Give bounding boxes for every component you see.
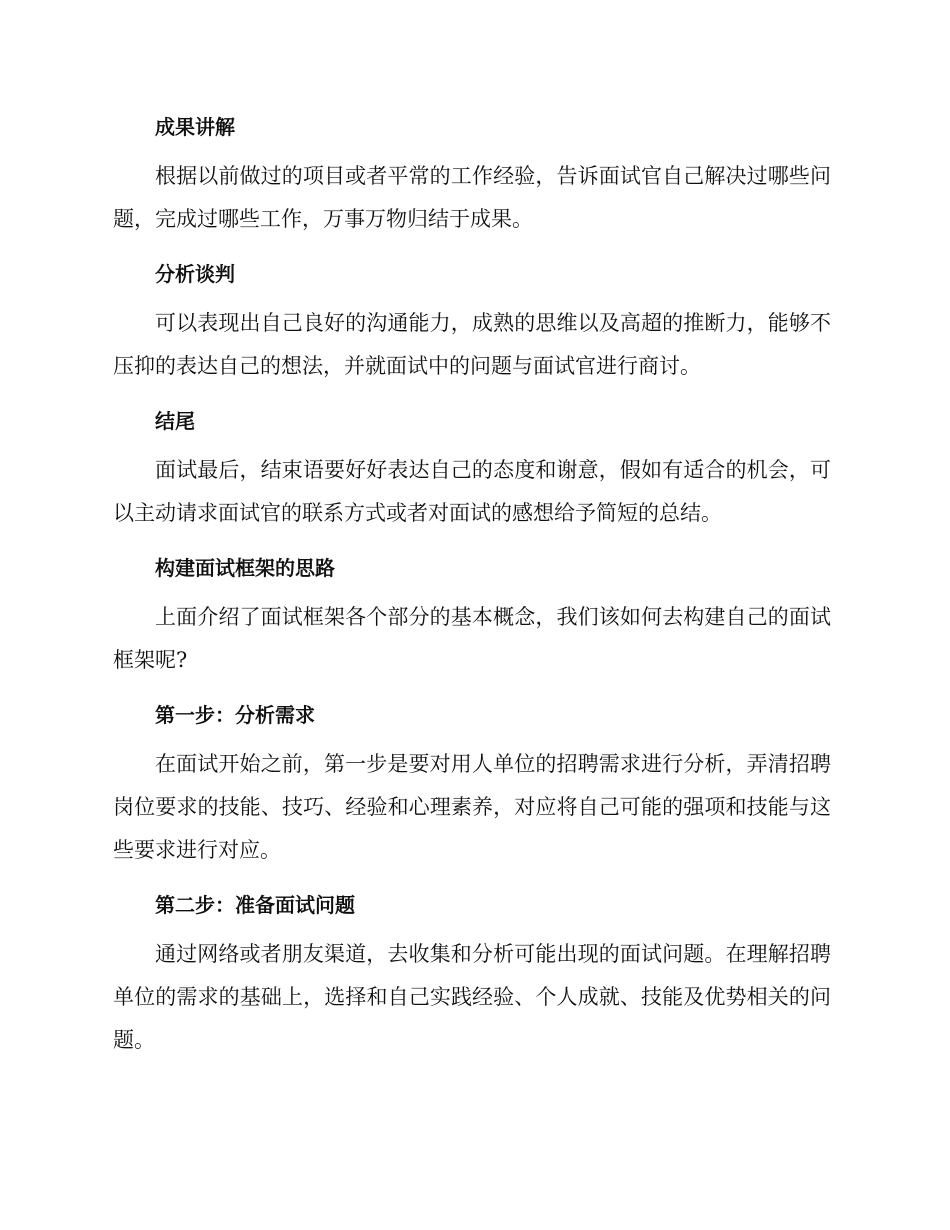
section-results <box>113 105 831 241</box>
section-paragraph: 通过网络或者朋友渠道，去收集和分析可能出现的面试问题。在理解招聘单位的需求的基础上，选择和自己实践经验、个人成就、技能及优势相关的问题。 <box>113 942 831 1052</box>
section-heading: 第二步：准备面试问题 <box>155 893 355 917</box>
section-heading: 构建面试框架的思路 <box>155 556 335 580</box>
section-heading: 结尾 <box>155 409 195 433</box>
section-paragraph: 根据以前做过的项目或者平常的工作经验，告诉面试官自己解决过哪些问题，完成过哪些工作，万事万物归结于成果。 <box>113 164 831 231</box>
section-heading: 第一步：分析需求 <box>155 703 315 727</box>
section-framework-approach <box>113 546 831 682</box>
section-paragraph: 上面介绍了面试框架各个部分的基本概念，我们该如何去构建自己的面试框架呢? <box>113 605 831 672</box>
section-step-one <box>113 693 831 872</box>
section-paragraph: 面试最后，结束语要好好表达自己的态度和谢意，假如有适合的机会，可以主动请求面试官的联系方式或者对面试的感想给予简短的总结。 <box>113 458 831 525</box>
section-paragraph: 可以表现出自己良好的沟通能力，成熟的思维以及高超的推断力，能够不压抑的表达自己的想法，并就面试中的问题与面试官进行商讨。 <box>113 311 831 378</box>
document-page <box>113 105 831 1073</box>
section-heading: 成果讲解 <box>155 115 235 139</box>
section-paragraph: 在面试开始之前，第一步是要对用人单位的招聘需求进行分析，弄清招聘岗位要求的技能、技巧、经验和心理素养，对应将自己可能的强项和技能与这些要求进行对应。 <box>113 752 831 862</box>
section-step-two <box>113 883 831 1062</box>
section-heading: 分析谈判 <box>155 262 235 286</box>
section-ending <box>113 399 831 535</box>
section-analysis-negotiation <box>113 252 831 388</box>
